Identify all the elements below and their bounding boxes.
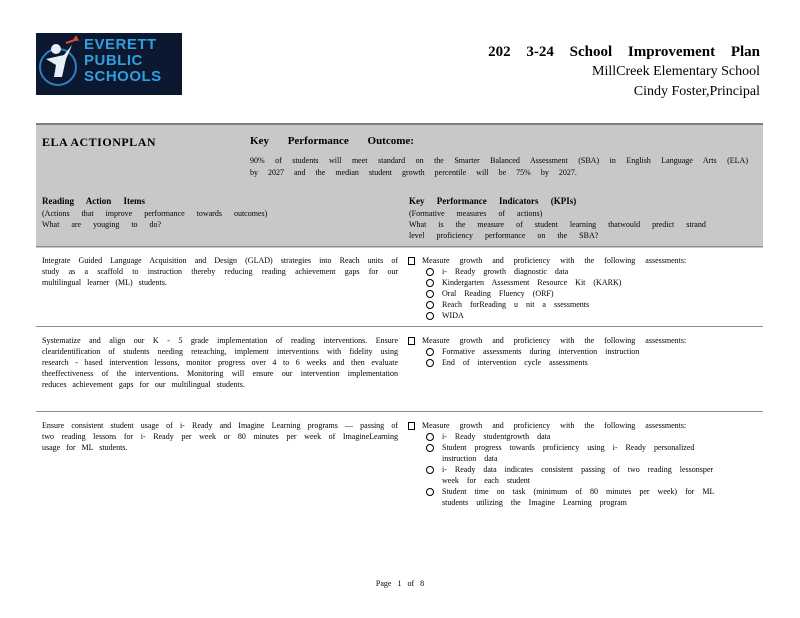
action-row	[36, 326, 763, 411]
principal-name: Cindy Foster,Principal	[633, 84, 760, 99]
page-number: Page 1 of 8	[375, 579, 425, 588]
reading-action-items-heading: Reading Action Items	[42, 196, 145, 206]
reading-action-items-subtitle: (Actions that improve performance towards outcomes)	[42, 209, 268, 218]
kpi-measures	[408, 335, 728, 368]
document-title: 202 3-24 School Improvement Plan	[488, 44, 760, 60]
school-name: MillCreek Elementary School	[592, 64, 760, 79]
kpi-lead: Measure growth and proficiency with the following assessments:	[408, 420, 728, 431]
assessment-item: Formative assessments during intervention instruction	[426, 346, 728, 357]
reading-action-items-question: What are youging to do?	[42, 220, 162, 229]
assessment-item: Student time on task (minimum of 80 minutes per week) for ML students utilizing the Imagine Learning program	[426, 486, 728, 508]
action-item-text: Integrate Guided Language Acquisition and Design (GLAD) strategies into Reach units of study as a scaffold to instruction thereby reducing reading achievement gaps for our multilingual learner (ML) students.	[42, 256, 398, 287]
assessment-item: Oral Reading Fluency (ORF)	[426, 288, 728, 299]
kpi-lead: Measure growth and proficiency with the following assessments:	[408, 335, 728, 346]
kpi-heading: Key Performance Indicators (KPIs)	[409, 196, 577, 206]
action-row	[36, 246, 763, 323]
checkbox-icon	[408, 257, 415, 265]
district-logo	[36, 33, 182, 95]
logo-wordmark: EVERETT PUBLIC SCHOOLS	[84, 36, 162, 85]
assessment-item: End of intervention cycle assessments	[426, 357, 728, 368]
key-performance-outcome-label: Key Performance Outcome:	[250, 135, 414, 147]
key-performance-outcome-text: 90% of students will meet standard on the Smarter Balanced Assessment (SBA) in English Language Arts (ELA) by 2027 and the median student growth percentile will be 75% by 2027.	[250, 156, 748, 177]
checkbox-icon	[408, 337, 415, 345]
kpi-lead: Measure growth and proficiency with the following assessments:	[408, 255, 728, 266]
action-row	[36, 411, 763, 522]
assessment-item: Student progress towards proficiency using i- Ready personalized instruction data	[426, 442, 728, 464]
plan-header-panel	[36, 123, 763, 248]
kpi-measures	[408, 420, 728, 508]
action-item-text: Ensure consistent student usage of i- Ready and Imagine Learning programs — passing of two reading lessons for i- Ready per week or 80 minutes per week of ImagineLearning usage for ML students.	[42, 421, 398, 452]
assessment-item: i- Ready growth diagnostic data	[426, 266, 728, 277]
kpi-subtitle: (Formative measures of actions)	[409, 209, 543, 218]
kpi-question: What is the measure of student learning thatwould predict strand level proficiency performance on the SBA?	[409, 220, 706, 240]
assessment-item: Kindergarten Assessment Resource Kit (KARK)	[426, 277, 728, 288]
assessment-item: i- Ready data indicates consistent passing of two reading lessonsper week for each student	[426, 464, 728, 486]
assessment-item: i- Ready studentgrowth data	[426, 431, 728, 442]
assessment-item: Reach forReading u nit a ssessments	[426, 299, 728, 310]
checkbox-icon	[408, 422, 415, 430]
plan-title: ELA ACTIONPLAN	[42, 135, 157, 149]
action-item-text: Systematize and align our K - 5 grade implementation of reading interventions. Ensure clearidentification of students needing reteaching, implement interventions with fidelity using research - based intervention lessons, monitor progress over 4 to 6 weeks and then evaluate theeffectiveness of the interventions. Monitoring will ensure our intervention implementation reduces achievement gaps for our multilingual students.	[42, 336, 398, 389]
kpi-measures	[408, 255, 728, 321]
assessment-item: WIDA	[426, 310, 728, 321]
